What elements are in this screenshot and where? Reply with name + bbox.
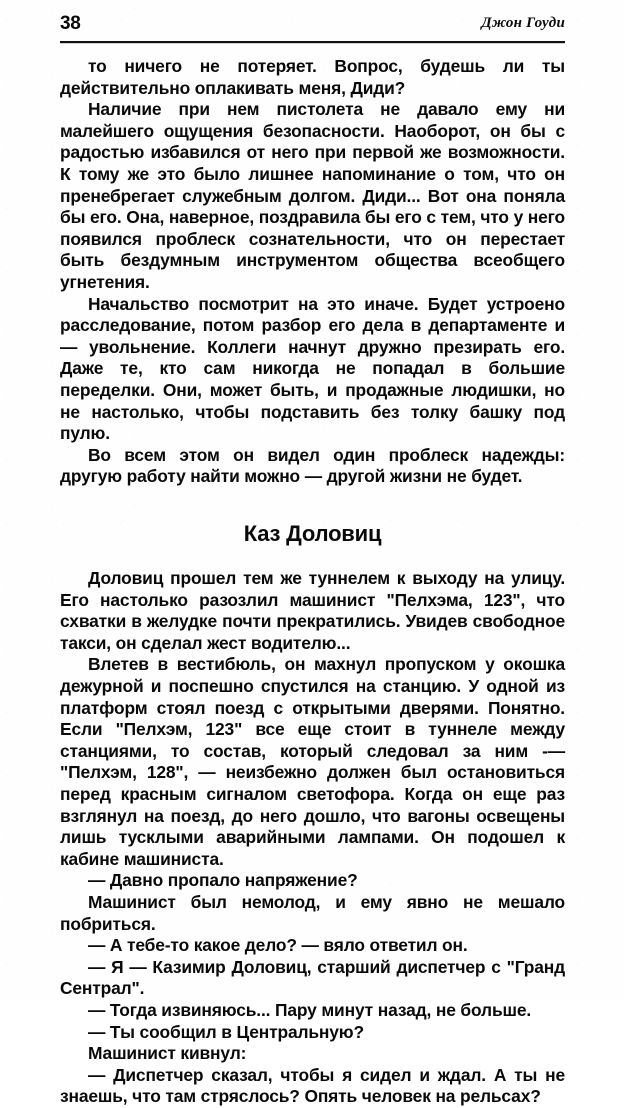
running-header [60,0,565,44]
paragraph: Влетев в вестибюль, он махнул пропуском у окошка дежурной и поспешно спустился на станцию. У одной из платформ стоял поезд с открытыми дверями. Понятно. Если "Пелхэм, 123" все еще стоит в туннеле между станциями, то состав, который следовал за ним -— "Пелхэм, 128", — неизбежно должен был остановиться перед красным сигналом светофора. Когда он еще раз взглянул на поезд, до него дошло, что вагоны освещены лишь тусклыми аварийными лампами. Он подошел к кабине машиниста. [60,654,565,869]
paragraph: Наличие при нем пистолета не давало ему ни малейшего ощущения безопасности. Наоборот, он бы с радостью избавился от него при первой же возможности. К тому же это было лишнее напоминание о том, что он пренебрегает служебным долгом. Диди... Вот она поняла бы его. Она, наверное, поздравила бы его с тем, что у него появился проблеск сознательности, что он перестает быть бездумным инструментом общества всеобщего угнетения. [60,99,565,292]
paragraph: Начальство посмотрит на это иначе. Будет устроено расследование, потом разбор его дела в департаменте и — увольнение. Коллеги начнут дружно презирать его. Даже те, кто сам никогда не попадал в большие переделки. Они, может быть, и продажные людишки, но не настолько, чтобы подставить без толку башку под пулю. [60,293,565,444]
running-head-author: Джон Гоуди [481,15,565,31]
page-number: 38 [60,13,81,34]
paragraph: Машинист кивнул: [88,1043,247,1064]
body-before-chapter [60,56,565,488]
paragraph: Доловиц прошел тем же туннелем к выходу на улицу. Его настолько разозлил машинист "Пелхэма, 123", что схватки в желудке почти прекратились. Увидев свободное такси, он сделал жест водителю... [60,568,565,653]
header-divider-rule [60,41,565,43]
dialogue-line: — Давно пропало напряжение? [88,870,358,891]
body-after-chapter [60,568,565,1108]
text-column [60,0,565,1108]
paragraph: Машинист был немолод, и ему явно не мешало побриться. [60,891,565,934]
paragraph: то ничего не потеряет. Вопрос, будешь ли ты действительно оплакивать меня, Диди? [60,56,565,98]
dialogue-line: — Я — Казимир Доловиц, старший диспетчер с "Гранд Сентрал". [60,956,565,999]
paragraph: Во всем этом он видел один проблеск надежды: другую работу найти можно — другой жизни не будет. [60,444,565,487]
dialogue-line: — Диспетчер сказал, чтобы я сидел и ждал. А ты не знаешь, что там стряслось? Опять человек на рельсах? [60,1064,565,1107]
dialogue-line: — Ты сообщил в Центральную? [88,1021,364,1042]
dialogue-line: — Тогда извиняюсь... Пару минут назад, не больше. [88,999,532,1020]
chapter-heading: Каз Доловиц [243,520,382,546]
dialogue-line: — А тебе-то какое дело? — вяло ответил он. [88,935,468,956]
